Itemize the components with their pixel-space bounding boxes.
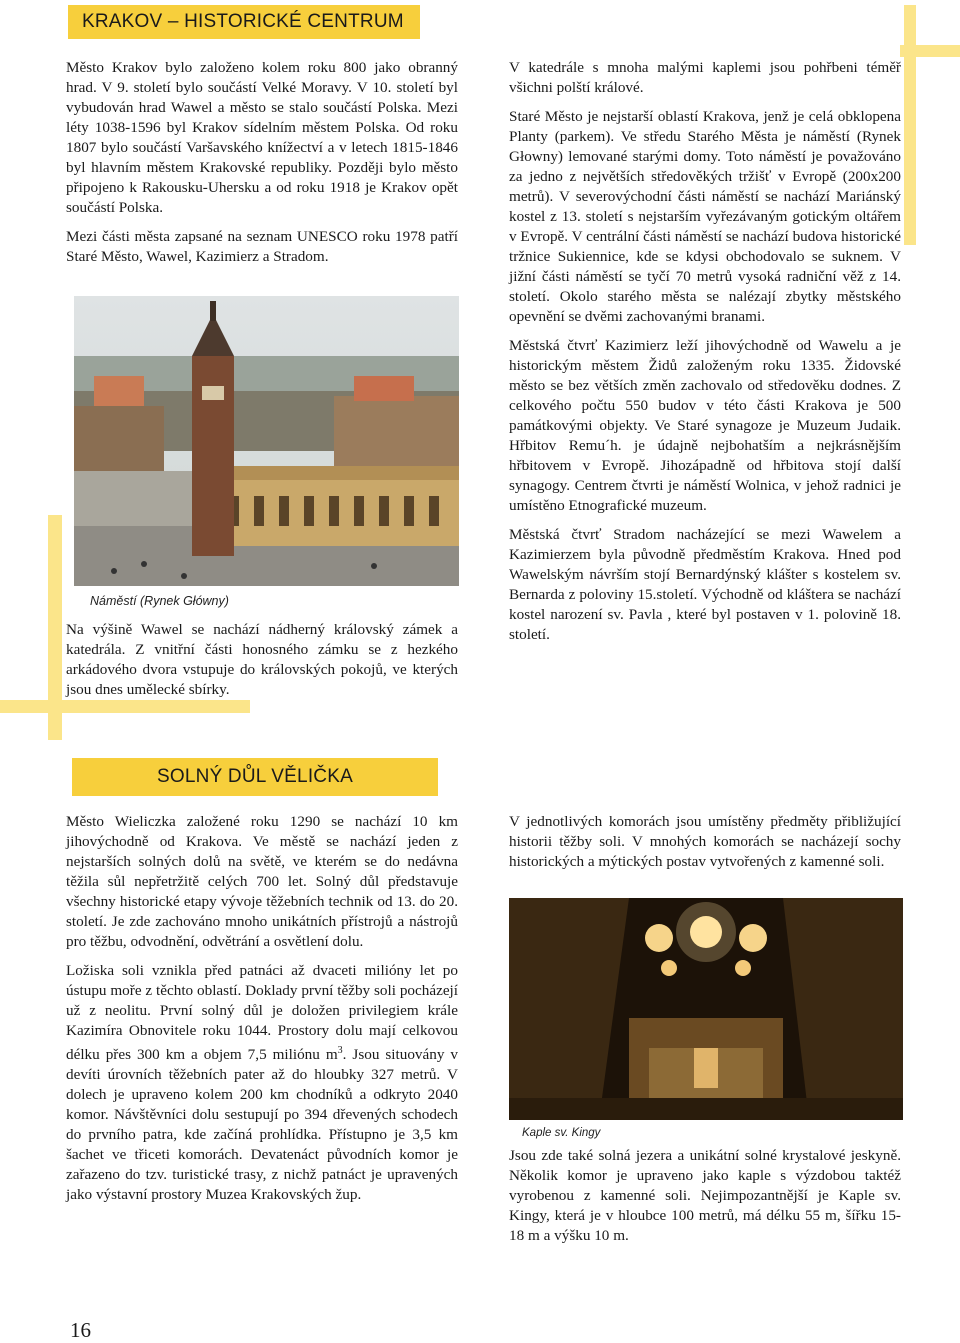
page-number: 16 (70, 1318, 91, 1342)
market-square-photo (74, 296, 459, 586)
paragraph-text: . Jsou situovány v devíti úrovních těžebních pater až do hloubky 327 metrů. V dolech je upraveno kolem 200 km chodníků a odkryto 2040 komor. Návštěvníci dolu sestupují po 394 dřevených schodech do prvního patra, kde začíná prohlídka. Přístupno je 3,5 km šachet ve třiceti komorách. Devatenáct původních komor je zařazeno do tzv. turistické trasy, z nichž patnáct je upravených jako výstavní prostory Muzea Krakovských žup. (66, 1046, 458, 1204)
salt-mine-right-column-bottom (509, 1146, 901, 1255)
paragraph: V katedrále s mnoha malými kaplemi jsou pohřbeni téměř všichni polští králové. (509, 59, 901, 96)
krakov-left-after-photo (66, 620, 458, 709)
section-title-text: SOLNÝ DŮL VĚLIČKA (157, 766, 353, 787)
krakov-left-column (66, 58, 458, 276)
section-title-krakov (68, 5, 420, 39)
paragraph: V jednotlivých komorách jsou umístěny předměty přibližující historii těžby soli. V mnohých komorách se nacházejí sochy historických a mýtických postav vytvořených z kamenné soli. (509, 813, 901, 870)
paragraph: Město Krakov bylo založeno kolem roku 800 jako obranný hrad. V 9. století bylo součástí Velké Moravy. V 10. století byl vybudován hrad Wawel a město se stalo součástí Polska. Mezi léty 1038-1596 byl Krakov sídelním městem Polska. Od roku 1807 bylo součástí Varšavského knížectví a v letech 1815-1846 byl hlavním městem Krakovské republiky. Později bylo město připojeno k Rakousku-Uhersku a od roku 1918 je Krakov opět součástí Polska. (66, 59, 458, 216)
paragraph: Mezi části města zapsané na seznam UNESCO roku 1978 patří Staré Město, Wawel, Kazimierz a Stradom. (66, 228, 458, 265)
paragraph: Město Wieliczka založené roku 1290 se nachází 10 km jihovýchodně od Krakova. Ve městě se nachází jeden z nejstarších solných dolů na světě, ve kterém se do nedávna těžila sůl nepřetržitě celých 700 let. Solný důl představuje všechny historické etapy vývoje těžebních technik od 13. do 20. století. Je zde zachováno mnoho unikátních přístrojů a nástrojů pro těžbu, odvodnění, odvětrání a osvětlení dolu. (66, 813, 458, 950)
chapel-caption: Kaple sv. Kingy (522, 1127, 601, 1139)
section-title-text: KRAKOV – HISTORICKÉ CENTRUM (82, 11, 404, 32)
chapel-photo (509, 898, 903, 1120)
salt-mine-left-column (66, 812, 458, 1214)
paragraph-text: Ložiska soli vznikla před patnáci až dvaceti milióny let po ústupu moře z těchto oblastí. Doklady první těžby soli pocházejí už z neolitu. První solný důl je doložen privilegiem krále Kazimíra Obnovitele roku 1044. Prostory dolu mají celkovou délku přes 300 km a objem 7,5 miliónu m (66, 962, 458, 1064)
paragraph: Jsou zde také solná jezera a unikátní solné krystalové jeskyně. Několik komor je upraveno jako kaple s výzdobou taktéž vyrobenou z kamenné soli. Nejimpozantnější je Kaple sv. Kingy, která je v hloubce 100 metrů, má délku 55 m, šířku 15-18 m a výšku 10 m. (509, 1147, 901, 1244)
paragraph: Městská čtvrť Kazimierz leží jihovýchodně od Wawelu a je historickým městem Židů založeným roku 1335. Židovské město se bez větších změn zachovalo od středověku dodnes. Z celkového počtu 550 budov v této části Krakova je 500 památkovými objekty. Ve Staré synagoze je Muzeum Judaik. Hřbitov Remu´h. je údajně nejbohatším a nejkrásnějším hřbitovem v Evropě. Jihozápadně od hřbitova stojí další synagogy. Centrem čtvrti je náměstí Wolnica, v jehož radnici je umístěno Etnografické muzeum. (509, 337, 901, 514)
market-square-caption: Náměstí (Rynek Główny) (90, 594, 229, 608)
paragraph: Na výšině Wawel se nachází nádherný královský zámek a katedrála. Z vnitřní části honosného zámku se z hezkého arkádového dvora vstupuje do královských pokojů, ve kterých jsou dnes umělecké sbírky. (66, 621, 458, 698)
salt-mine-right-column-top (509, 812, 901, 881)
decor-horizontal-right (900, 45, 960, 57)
decor-vertical-right (904, 5, 916, 245)
paragraph: Staré Město je nejstarší oblastí Krakova, jenž je celá obklopena Planty (parkem). Ve středu Starého Města je náměstí (Rynek Głowny) lemované starými domy. Toto náměstí je považováno za jedno z největších středověkých tržišť v Evropě (200x200 metrů). V severovýchodní části náměstí se nachází Mariánský kostel z 13. století s nejstarším vyřezávaným gotickým oltářem v Evropě. V centrální části náměstí se nachází budova historické tržnice Sukiennice, kde se kdysi obchodovalo se suknem. V jižní části náměstí se tyčí 70 metrů vysoká radniční věž z 14. století. Okolo starého města se nalézají zbytky městského opevnění se dvěmi zachovanými branami. (509, 108, 901, 325)
superscript: 3 (337, 1045, 343, 1056)
paragraph: Městská čtvrť Stradom nacházející se mezi Wawelem a Kazimierzem byla původně předměstím Krakova. Hned pod Wawelským návrším stojí Bernardýnský klášter s kostelem sv. Bernarda z poloviny 15.století. Východně od kláštera se nachází kostel narození sv. Pavla , které byl postaven v 1. polovině 18. století. (509, 526, 901, 643)
krakov-right-column (509, 58, 901, 654)
paragraph (66, 961, 458, 1205)
section-title-salt-mine (72, 758, 438, 796)
